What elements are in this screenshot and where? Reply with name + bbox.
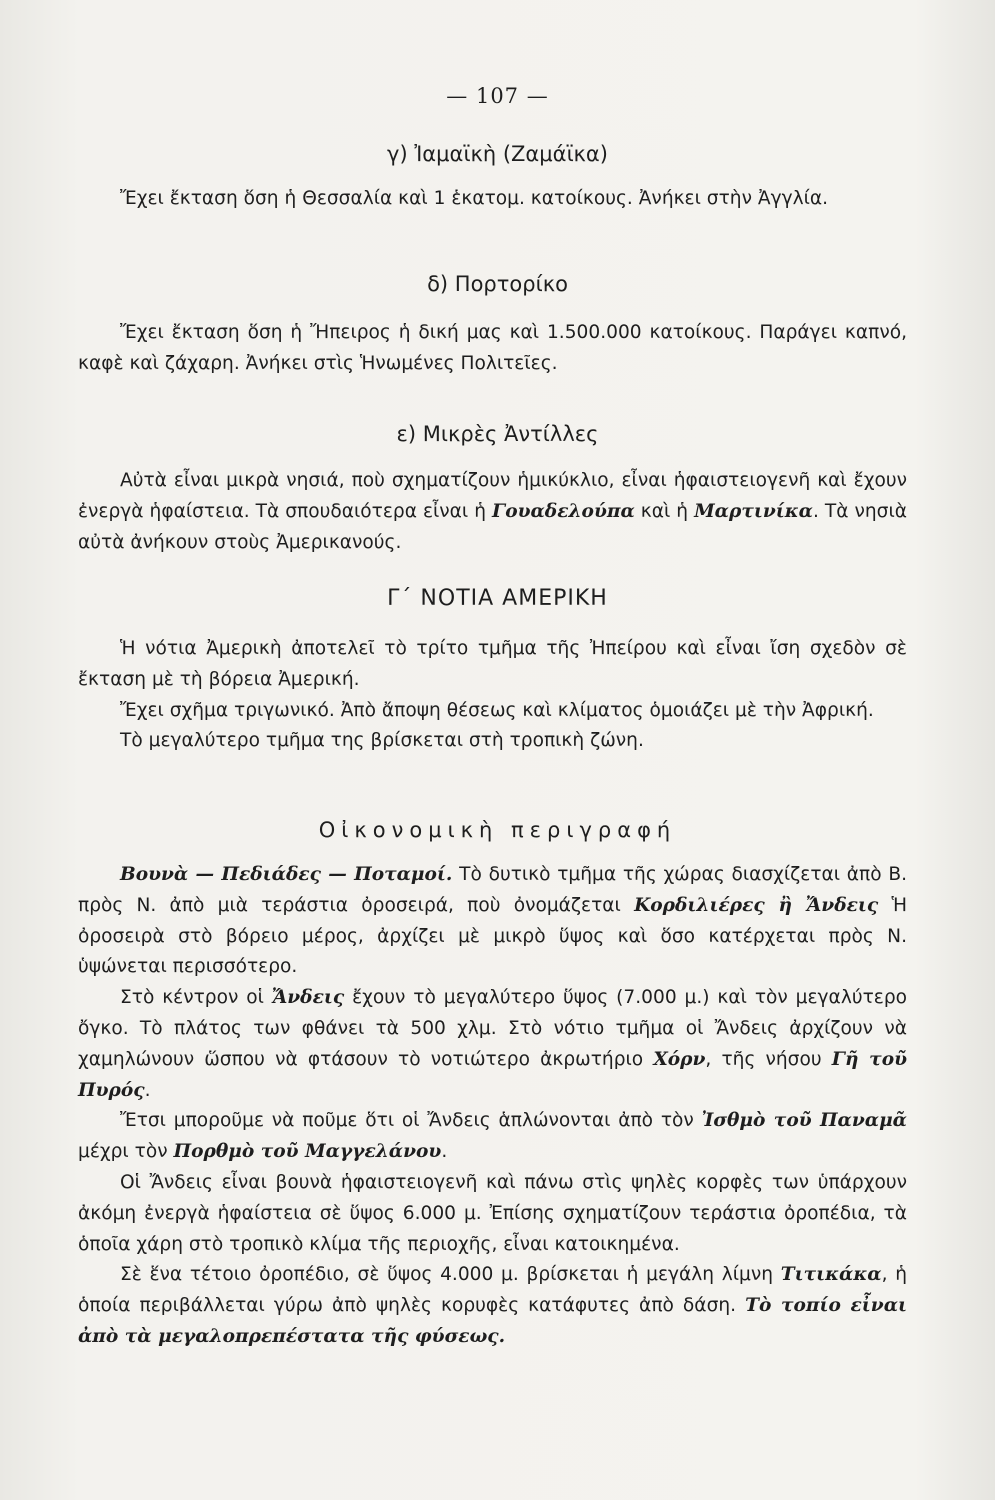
- place-horn: Χόρν: [653, 1048, 706, 1070]
- place-guadeloupe: Γουαδελούπα: [492, 500, 635, 522]
- subheading-mountains: Βουνὰ — Πεδιάδες — Ποταμοί.: [120, 864, 453, 885]
- page-number: — 107 —: [446, 84, 549, 108]
- place-tierra-del-fuego: Γῆ τοῦ Πυρός: [78, 1048, 907, 1101]
- place-martinique: Μαρτινίκα: [694, 500, 813, 522]
- text-south-america-3: Τὸ μεγαλύτερο τμῆμα της βρίσκεται στὴ τροπικὴ ζώνη.: [120, 730, 644, 752]
- heading-south-america: Γ΄ ΝΟΤΙΑ ΑΜΕΡΙΚΗ: [387, 586, 608, 611]
- heading-puerto-rico: δ) Πορτορίκο: [427, 272, 568, 296]
- place-magellan: Πορθμὸ τοῦ Μαγγελάνου: [173, 1141, 442, 1163]
- text-economic-1: Βουνὰ — Πεδιάδες — Ποταμοί. Τὸ δυτικὸ τμῆμα τῆς χώρας διασχίζεται ἀπὸ Β. πρὸς Ν. ἀπὸ μιὰ τεράστια ὀροσειρά, ποὺ ὀνομάζεται Κορδιλιέρες ἢ Ἄνδεις Ἡ ὀροσειρὰ στὸ βόρειο μέρος, ἀρχίζει μὲ μικρὸ ὕψος καὶ ὅσο κατέρχεται πρὸς Ν. ὑψώνεται περισσότερο.: [78, 864, 908, 978]
- paragraph-lesser-antilles: [78, 466, 907, 558]
- paragraph-south-america: [78, 634, 907, 757]
- text-landscape: Τὸ τοπίο εἶναι ἀπὸ τὰ μεγαλοπρεπέστατα τῆς φύσεως.: [78, 1295, 908, 1347]
- place-panama: Ἰσθμὸ τοῦ Παναμᾶ: [701, 1110, 907, 1132]
- text-jamaica: Ἔχει ἔκταση ὅση ἡ Θεσσαλία καὶ 1 ἑκατομ. κατοίκους. Ἀνήκει στὴν Ἀγγλία.: [120, 188, 829, 209]
- paragraph-economic: [78, 860, 907, 1353]
- text-south-america-1: Ἡ νότια Ἀμερικὴ ἀποτελεῖ τὸ τρίτο τμῆμα τῆς Ἠπείρου καὶ εἶναι ἴση σχεδὸν σὲ ἔκταση μὲ τὴ βόρεια Ἀμερική.: [78, 638, 907, 690]
- term-andes: Ἄνδεις: [271, 987, 345, 1009]
- text-economic-5: Σὲ ἕνα τέτοιο ὀροπέδιο, σὲ ὕψος 4.000 μ. βρίσκεται ἡ μεγάλη λίμνη Τιτικάκα, ἡ ὁποία περιβάλλεται γύρω ἀπὸ ψηλὲς κορυφὲς κατάφυτες ἀπὸ δάση. Τὸ τοπίο εἶναι ἀπὸ τὰ μεγαλοπρεπέστατα τῆς φύσεως.: [78, 1264, 908, 1347]
- heading-economic-description: Οἰκονομικὴ περιγραφή: [318, 818, 677, 842]
- text-economic-4: Οἱ Ἄνδεις εἶναι βουνὰ ἡφαιστειογενῆ καὶ πάνω στὶς ψηλὲς κορφὲς των ὑπάρχουν ἀκόμη ἐνεργὰ ἡφαίστεια σὲ ὕψος 6.000 μ. Ἐπίσης σχηματίζουν τεράστια ὀροπέδια, τὰ ὁποῖα χάρη στὸ τροπικὸ κλίμα τῆς περιοχῆς, εἶναι κατοικημένα.: [78, 1171, 907, 1255]
- term-cordilleras: Κορδιλιέρες ἢ Ἄνδεις: [634, 894, 879, 916]
- text-lesser-antilles: Αὐτὰ εἶναι μικρὰ νησιά, ποὺ σχηματίζουν ἡμικύκλιο, εἶναι ἡφαιστειογενῆ καὶ ἔχουν ἐνεργὰ ἡφαίστεια. Τὰ σπουδαιότερα εἶναι ἡ Γουαδελούπα καὶ ἡ Μαρτινίκα. Τὰ νησιὰ αὐτὰ ἀνήκουν στοὺς Ἀμερικανούς.: [78, 470, 907, 553]
- paragraph-puerto-rico: [78, 318, 907, 380]
- text-south-america-2: Ἔχει σχῆμα τριγωνικό. Ἀπὸ ἄποψη θέσεως καὶ κλίματος ὁμοιάζει μὲ τὴν Ἀφρική.: [120, 699, 874, 721]
- paragraph-jamaica: [78, 184, 907, 215]
- heading-jamaica: γ) Ἰαμαϊκὴ (Ζαμάϊκα): [387, 142, 608, 166]
- text-economic-3: Ἔτσι μποροῦμε νὰ ποῦμε ὅτι οἱ Ἄνδεις ἁπλώνονται ἀπὸ τὸν Ἰσθμὸ τοῦ Παναμᾶ μέχρι τὸν Πορθμὸ τοῦ Μαγγελάνου.: [78, 1110, 907, 1163]
- text-puerto-rico: Ἔχει ἔκταση ὅση ἡ Ἤπειρος ἡ δική μας καὶ 1.500.000 κατοίκους. Παράγει καπνό, καφὲ καὶ ζάχαρη. Ἀνήκει στὶς Ἡνωμένες Πολιτεῖες.: [78, 322, 907, 374]
- place-titicaca: Τιτικάκα: [780, 1264, 882, 1286]
- heading-lesser-antilles: ε) Μικρὲς Ἀντίλλες: [396, 422, 599, 446]
- text-economic-2: Στὸ κέντρον οἱ Ἄνδεις ἔχουν τὸ μεγαλύτερο ὕψος (7.000 μ.) καὶ τὸν μεγαλύτερο ὄγκο. Τὸ πλάτος των φθάνει τὰ 500 χλμ. Στὸ νότιο τμῆμα οἱ Ἄνδεις ἀρχίζουν νὰ χαμηλώνουν ὥσπου νὰ φτάσουν τὸ νοτιώτερο ἀκρωτήριο Χόρν, τῆς νήσου Γῆ τοῦ Πυρός.: [78, 987, 907, 1101]
